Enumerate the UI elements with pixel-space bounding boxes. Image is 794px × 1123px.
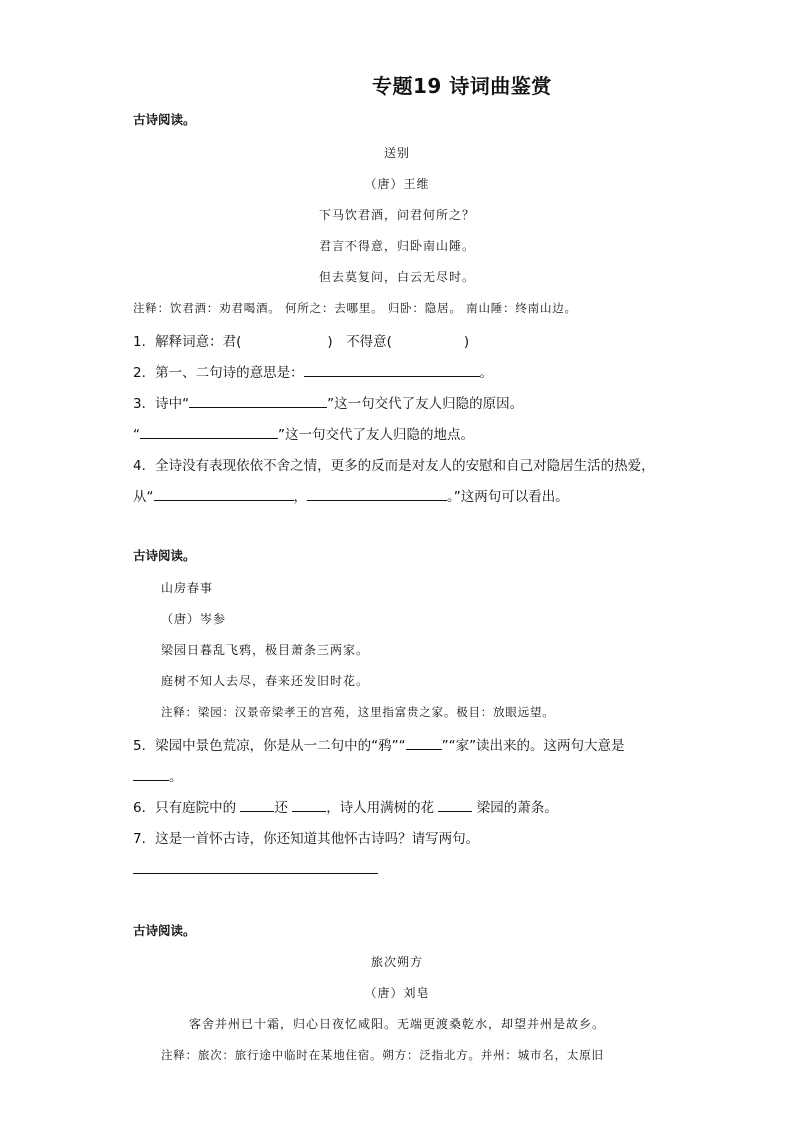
question-3: 3．诗中“ ”这一句交代了友人归隐的原因。 — [133, 396, 524, 412]
answer-blank[interactable] — [406, 737, 442, 750]
section-label-3: 古诗阅读。 — [133, 923, 196, 938]
poem-line: 梁园日暮乱飞鸦，极目萧条三两家。 — [161, 643, 370, 657]
poem-line: 下马饮君酒，问君何所之？ — [318, 208, 475, 222]
section-label-1: 古诗阅读。 — [133, 112, 196, 127]
question-5: 5．梁园中景色荒凉，你是从一二句中的“鸦”“ ”“家”读出来的。这两句大意是 — [133, 738, 625, 754]
question-4: 4．全诗没有表现依依不舍之情，更多的反而是对友人的安慰和自己对隐居生活的热爱， — [133, 458, 655, 474]
poem-note-1: 注释：饮君酒：劝君喝酒。 何所之：去哪里。 归卧：隐居。 南山陲：终南山边。 — [133, 301, 577, 315]
poem-line: 君言不得意，归卧南山陲。 — [318, 239, 475, 253]
question-1: 1．解释词意：君( ) 不得意( ) — [133, 334, 470, 350]
answer-blank[interactable] — [133, 768, 169, 781]
question-5-continued: 。 — [133, 765, 183, 785]
answer-blank[interactable] — [292, 799, 326, 812]
answer-blank[interactable] — [189, 395, 327, 408]
answer-blank[interactable] — [154, 488, 294, 501]
answer-blank[interactable] — [307, 488, 447, 501]
question-2: 2．第一、二句诗的意思是： 。 — [133, 365, 494, 381]
poem-note-3: 注释：旅次：旅行途中临时在某地住宿。朔方：泛指北方。并州：城市名，太原旧 — [161, 1048, 604, 1062]
answer-blank[interactable] — [140, 426, 278, 439]
poem-title-1: 送别 — [383, 146, 410, 160]
section-label-2: 古诗阅读。 — [133, 548, 196, 563]
answer-blank[interactable] — [240, 799, 274, 812]
poem-note-2: 注释：梁园：汉景帝梁孝王的宫苑，这里指富贵之家。极目：放眼远望。 — [161, 705, 555, 719]
question-3-continued: “ ”这一句交代了友人归隐的地点。 — [133, 427, 474, 443]
poem-line: 庭树不知人去尽，春来还发旧时花。 — [161, 674, 370, 688]
answer-blank[interactable] — [304, 364, 480, 377]
question-7: 7．这是一首怀古诗，你还知道其他怀古诗吗？请写两句。 — [133, 831, 480, 847]
page-title: 专题19 诗词曲鉴赏 — [372, 74, 552, 98]
question-4-continued: 从“ ， 。”这两句可以看出。 — [133, 489, 569, 505]
poem-author-3: （唐）刘皂 — [364, 986, 430, 1000]
question-6: 6．只有庭院中的 还 ，诗人用满树的花 梁园的萧条。 — [133, 800, 558, 816]
answer-blank[interactable] — [438, 799, 472, 812]
poem-title-2: 山房春事 — [161, 581, 214, 595]
poem-line: 但去莫复问，白云无尽时。 — [318, 270, 475, 284]
poem-author-1: （唐）王维 — [364, 177, 430, 191]
answer-line[interactable] — [133, 873, 378, 874]
poem-line: 客舍并州已十霜，归心日夜忆咸阳。无端更渡桑乾水，却望并州是故乡。 — [188, 1017, 605, 1031]
poem-title-3: 旅次朔方 — [370, 955, 423, 969]
poem-author-2: （唐）岑参 — [161, 612, 227, 626]
